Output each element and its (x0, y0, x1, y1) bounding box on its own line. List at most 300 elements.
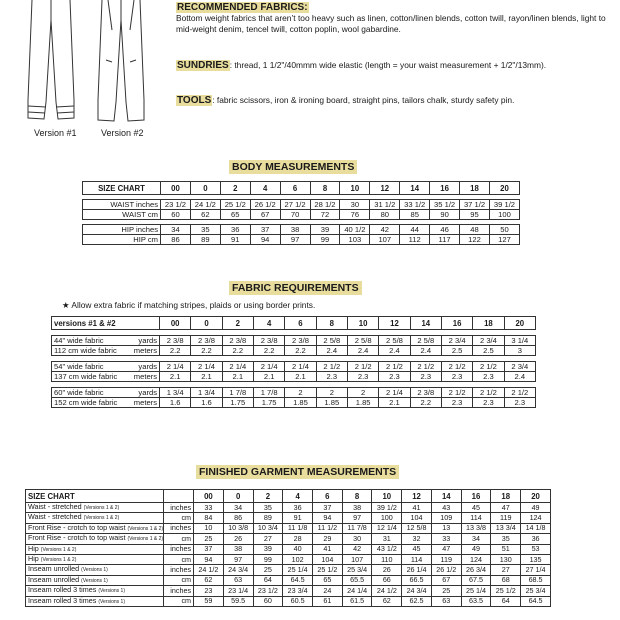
table-cell: 37 (194, 544, 224, 554)
table-cell: 2 1/2 (347, 362, 378, 372)
table-cell: 66 (372, 575, 402, 585)
table-cell: 62 (190, 210, 220, 220)
size-cell: 6 (312, 490, 342, 503)
table-cell: 33 1/2 (400, 200, 430, 210)
table-cell: 61 (312, 596, 342, 606)
row-label (26, 586, 164, 596)
table-cell: 36 (521, 534, 551, 544)
table-cell: 2.4 (316, 346, 347, 356)
table-cell: 2 1/4 (191, 362, 222, 372)
size-cell: 16 (461, 490, 491, 503)
table-cell: 119 (431, 555, 461, 565)
table-cell: 89 (190, 235, 220, 245)
table-cell: 42 (370, 225, 400, 235)
size-cell: 20 (489, 182, 519, 195)
size-cell: 18 (473, 317, 504, 330)
size-cell: 2 (220, 182, 250, 195)
table-cell: 1.75 (253, 398, 284, 408)
table-cell: 1.85 (347, 398, 378, 408)
table-cell: 2.1 (160, 372, 191, 382)
table-cell: 112 (400, 235, 430, 245)
size-cell: 18 (491, 490, 521, 503)
row-label-note: (Versions 1) (81, 577, 108, 584)
size-cell: 6 (285, 317, 316, 330)
star-icon: ★ (62, 300, 70, 310)
table-cell: 33 (431, 534, 461, 544)
table-cell: 94 (250, 235, 280, 245)
row-label-text: Inseam rolled 3 times (28, 585, 97, 595)
row-label-note: (Versions 1) (98, 588, 125, 595)
table-cell: 2 1/4 (160, 362, 191, 372)
table-cell: 49 (461, 544, 491, 554)
version-1-label: Version #1 (34, 128, 77, 138)
table-cell: 25 1/2 (220, 200, 250, 210)
row-label-text: Inseam unrolled (28, 574, 80, 584)
finished-group (26, 565, 551, 586)
table-cell: 29 (312, 534, 342, 544)
table-cell: 91 (283, 513, 313, 523)
table-cell: 84 (194, 513, 224, 523)
table-cell: 47 (431, 544, 461, 554)
table-cell: 13 3/8 (461, 523, 491, 533)
table-cell: 2 5/8 (347, 336, 378, 346)
table-cell: 53 (521, 544, 551, 554)
table-cell: 31 1/2 (370, 200, 400, 210)
table-cell: 2 5/8 (316, 336, 347, 346)
table-cell: 2 1/2 (441, 388, 472, 398)
table-cell: 2 1/2 (473, 388, 504, 398)
table-cell: 2.4 (347, 346, 378, 356)
row-unit: cm (164, 513, 194, 523)
table-cell: 97 (223, 555, 253, 565)
table-cell: 10 3/4 (253, 523, 283, 533)
row-label-text: 44" wide fabric (54, 336, 104, 345)
table-cell: 127 (489, 235, 519, 245)
size-cell: 0 (190, 182, 220, 195)
table-cell: 2 3/8 (285, 336, 316, 346)
table-cell: 39 1/2 (489, 200, 519, 210)
finished-measurements-table (25, 489, 551, 607)
table-row (26, 523, 551, 533)
table-cell: 2.5 (473, 346, 504, 356)
table-cell: 12 1/4 (372, 523, 402, 533)
size-cell: 00 (161, 182, 191, 195)
row-unit: cm (164, 596, 194, 606)
table-row (52, 398, 536, 408)
table-cell: 117 (430, 235, 460, 245)
table-cell: 25 1/2 (491, 586, 521, 596)
body-header-label: SIZE CHART (83, 182, 161, 195)
row-label: HIP inches (83, 225, 161, 235)
table-cell: 85 (400, 210, 430, 220)
table-cell: 47 (491, 503, 521, 513)
sundries-heading: SUNDRIES (177, 60, 229, 71)
size-cell: 10 (340, 182, 370, 195)
table-cell: 46 (430, 225, 460, 235)
row-unit: yards (138, 362, 157, 371)
table-cell: 30 (342, 534, 372, 544)
table-cell: 62 (194, 575, 224, 585)
table-cell: 2 3/8 (222, 336, 253, 346)
row-label-note: (Versions 1 & 2) (127, 525, 164, 532)
table-cell: 2 1/2 (379, 362, 410, 372)
table-cell: 27 1/4 (521, 565, 551, 575)
size-cell: 18 (460, 182, 490, 195)
table-cell: 1.85 (285, 398, 316, 408)
table-cell: 24 1/2 (372, 586, 402, 596)
table-cell: 2.1 (285, 372, 316, 382)
row-label (26, 513, 164, 523)
table-cell: 2 5/8 (410, 336, 441, 346)
table-cell: 3 1/4 (504, 336, 535, 346)
table-cell: 12 5/8 (402, 523, 432, 533)
table-cell: 135 (521, 555, 551, 565)
table-cell: 24 3/4 (402, 586, 432, 596)
table-cell: 64.5 (283, 575, 313, 585)
size-cell: 6 (280, 182, 310, 195)
table-cell: 2.2 (191, 346, 222, 356)
table-cell: 40 (283, 544, 313, 554)
table-cell: 97 (280, 235, 310, 245)
row-unit: cm (164, 534, 194, 544)
table-row (26, 534, 551, 544)
table-cell: 60 (253, 596, 283, 606)
row-label-text: Inseam unrolled (28, 564, 80, 574)
row-label (26, 555, 164, 565)
table-cell: 2 3/4 (504, 362, 535, 372)
table-cell: 2.1 (379, 398, 410, 408)
table-row (52, 362, 536, 372)
row-label (26, 523, 164, 533)
table-cell: 103 (340, 235, 370, 245)
size-cell: 16 (430, 182, 460, 195)
row-unit: inches (164, 544, 194, 554)
table-cell: 72 (310, 210, 340, 220)
table-cell: 2 3/8 (410, 388, 441, 398)
table-cell: 39 (310, 225, 340, 235)
table-cell: 25 3/4 (342, 565, 372, 575)
finished-header-row (26, 490, 551, 503)
table-cell: 2 (316, 388, 347, 398)
sundries-text: : thread, 1 1/2"/40mmm wide elastic (length = your waist measurement + 1/2"/13mm). (229, 60, 547, 70)
table-cell: 60 (161, 210, 191, 220)
table-cell: 43 1/2 (372, 544, 402, 554)
row-label (52, 346, 160, 356)
table-cell: 48 (460, 225, 490, 235)
table-cell: 11 7/8 (342, 523, 372, 533)
finished-header-label: SIZE CHART (26, 490, 164, 503)
row-label-note: (Versions 1 & 2) (127, 536, 164, 543)
table-cell: 100 (489, 210, 519, 220)
finished-group (26, 586, 551, 607)
table-cell: 66.5 (402, 575, 432, 585)
size-cell: 8 (342, 490, 372, 503)
table-cell: 49 (521, 503, 551, 513)
table-cell: 67.5 (461, 575, 491, 585)
table-cell: 80 (370, 210, 400, 220)
table-cell: 107 (342, 555, 372, 565)
table-cell: 65 (220, 210, 250, 220)
row-label-text: Waist - stretched (28, 512, 82, 522)
table-cell: 41 (312, 544, 342, 554)
table-cell: 65 (312, 575, 342, 585)
table-cell: 11 1/8 (283, 523, 313, 533)
table-row (83, 225, 520, 235)
fabric-requirements-table (51, 316, 536, 408)
table-cell: 2 1/2 (316, 362, 347, 372)
row-label (52, 336, 160, 346)
table-cell: 107 (370, 235, 400, 245)
row-label-text: Front Rise - crotch to top waist (28, 522, 126, 532)
table-cell: 34 (461, 534, 491, 544)
table-cell: 23 1/4 (223, 586, 253, 596)
row-label-text: Inseam rolled 3 times (28, 595, 97, 605)
finished-group (26, 503, 551, 524)
row-unit: meters (133, 372, 157, 381)
table-cell: 2.3 (441, 398, 472, 408)
row-label: WAIST cm (83, 210, 161, 220)
table-cell: 25 (194, 534, 224, 544)
table-cell: 24 1/4 (342, 586, 372, 596)
size-cell: 8 (310, 182, 340, 195)
table-cell: 2.4 (504, 372, 535, 382)
table-row (26, 575, 551, 585)
table-cell: 102 (283, 555, 313, 565)
table-cell: 2.4 (410, 346, 441, 356)
row-unit: inches (164, 586, 194, 596)
table-cell: 104 (402, 513, 432, 523)
table-cell: 76 (340, 210, 370, 220)
row-label-note: (Versions 1 & 2) (83, 505, 120, 511)
table-cell: 62.5 (402, 596, 432, 606)
table-cell: 42 (342, 544, 372, 554)
table-cell: 38 (280, 225, 310, 235)
table-cell: 2 1/4 (222, 362, 253, 372)
table-cell: 64 (491, 596, 521, 606)
row-label (52, 372, 160, 382)
table-cell: 1.75 (222, 398, 253, 408)
table-row (26, 586, 551, 596)
row-label (26, 565, 164, 575)
table-cell: 122 (460, 235, 490, 245)
table-cell: 62 (372, 596, 402, 606)
table-cell: 99 (310, 235, 340, 245)
size-cell: 0 (191, 317, 222, 330)
size-cell: 12 (402, 490, 432, 503)
table-cell: 13 (431, 523, 461, 533)
row-label-text: 137 cm wide fabric (54, 372, 118, 381)
table-cell: 35 (190, 225, 220, 235)
table-cell: 37 1/2 (460, 200, 490, 210)
pants-technical-sketch (18, 0, 158, 125)
size-cell: 2 (253, 490, 283, 503)
size-cell: 14 (410, 317, 441, 330)
body-measurements-title: BODY MEASUREMENTS (229, 160, 357, 174)
table-cell: 99 (253, 555, 283, 565)
table-cell: 38 (223, 544, 253, 554)
row-label: HIP cm (83, 235, 161, 245)
table-cell: 64.5 (521, 596, 551, 606)
size-cell: 00 (160, 317, 191, 330)
table-cell: 31 (372, 534, 402, 544)
table-cell: 2.3 (410, 372, 441, 382)
table-cell: 1.6 (191, 398, 222, 408)
table-cell: 2.3 (441, 372, 472, 382)
table-cell: 109 (431, 513, 461, 523)
table-cell: 1 3/4 (160, 388, 191, 398)
table-cell: 41 (402, 503, 432, 513)
table-cell: 24 1/2 (190, 200, 220, 210)
table-cell: 1 7/8 (253, 388, 284, 398)
size-cell: 20 (504, 317, 535, 330)
row-unit: yards (138, 388, 157, 397)
table-cell: 2.2 (253, 346, 284, 356)
table-cell: 70 (280, 210, 310, 220)
table-cell: 35 (491, 534, 521, 544)
table-cell: 119 (491, 513, 521, 523)
table-cell: 63.5 (461, 596, 491, 606)
row-label (26, 544, 164, 554)
table-row (52, 346, 536, 356)
table-cell: 44 (400, 225, 430, 235)
table-cell: 2 1/2 (473, 362, 504, 372)
table-row (26, 544, 551, 554)
version-2-label: Version #2 (101, 128, 144, 138)
size-cell: 4 (283, 490, 313, 503)
row-label-text: 152 cm wide fabric (54, 398, 118, 407)
table-cell: 28 1/2 (310, 200, 340, 210)
table-row (52, 372, 536, 382)
table-cell: 2.1 (191, 372, 222, 382)
table-cell: 2.3 (473, 398, 504, 408)
table-cell: 61.5 (342, 596, 372, 606)
table-cell: 100 (372, 513, 402, 523)
row-label (26, 534, 164, 544)
row-unit: cm (164, 555, 194, 565)
table-row (83, 200, 520, 210)
row-label-note: (Versions 1 & 2) (83, 515, 120, 522)
table-cell: 39 1/2 (372, 503, 402, 513)
size-cell: 4 (253, 317, 284, 330)
table-cell: 2.3 (379, 372, 410, 382)
table-cell: 1.6 (160, 398, 191, 408)
table-cell: 2.3 (504, 398, 535, 408)
finished-measurements-title: FINISHED GARMENT MEASUREMENTS (196, 465, 399, 479)
row-label-note: (Versions 1 & 2) (40, 557, 77, 564)
table-cell: 91 (220, 235, 250, 245)
row-unit: meters (133, 346, 157, 355)
row-label-text: Waist - stretched (28, 502, 82, 511)
table-cell: 40 1/2 (340, 225, 370, 235)
fabric-note-text: Allow extra fabric if matching stripes, plaids or using border prints. (71, 300, 316, 310)
table-cell: 23 1/2 (253, 586, 283, 596)
table-cell: 2 1/2 (504, 388, 535, 398)
table-cell: 2.3 (473, 372, 504, 382)
sundries-block (176, 60, 606, 71)
table-cell: 94 (312, 513, 342, 523)
table-cell: 1 3/4 (191, 388, 222, 398)
row-label: WAIST inches (83, 200, 161, 210)
table-cell: 39 (253, 544, 283, 554)
table-cell: 94 (194, 555, 224, 565)
size-cell: 8 (316, 317, 347, 330)
table-cell: 2 3/8 (191, 336, 222, 346)
row-unit: inches (164, 565, 194, 575)
table-cell: 95 (460, 210, 490, 220)
table-cell: 36 (283, 503, 313, 513)
table-cell: 2.1 (253, 372, 284, 382)
row-unit: yards (138, 336, 157, 345)
row-label (52, 398, 160, 408)
table-cell: 35 1/2 (430, 200, 460, 210)
table-cell: 34 (223, 503, 253, 513)
row-label-text: Hip (28, 543, 39, 553)
table-cell: 11 1/2 (312, 523, 342, 533)
table-cell: 26 (223, 534, 253, 544)
table-cell: 35 (253, 503, 283, 513)
table-cell: 63 (223, 575, 253, 585)
table-cell: 2.2 (160, 346, 191, 356)
body-header-row (83, 182, 520, 195)
table-row (26, 555, 551, 565)
fabric-group (52, 356, 536, 382)
table-cell: 2 1/2 (441, 362, 472, 372)
table-cell: 104 (312, 555, 342, 565)
table-cell: 124 (521, 513, 551, 523)
table-cell: 32 (402, 534, 432, 544)
row-unit: cm (164, 575, 194, 585)
table-cell: 2 3/8 (160, 336, 191, 346)
table-cell: 2 (347, 388, 378, 398)
table-cell: 2 1/2 (410, 362, 441, 372)
size-cell: 00 (194, 490, 224, 503)
table-cell: 65.5 (342, 575, 372, 585)
table-cell: 25 3/4 (521, 586, 551, 596)
row-label-text: 60" wide fabric (54, 388, 104, 397)
row-label-note: (Versions 1) (98, 598, 125, 605)
table-cell: 2 3/8 (253, 336, 284, 346)
table-cell: 34 (161, 225, 191, 235)
size-cell: 20 (521, 490, 551, 503)
table-cell: 59.5 (223, 596, 253, 606)
table-cell: 26 3/4 (461, 565, 491, 575)
table-row (26, 565, 551, 575)
table-cell: 26 1/4 (402, 565, 432, 575)
table-cell: 24 1/2 (194, 565, 224, 575)
row-label-text: Front Rise - crotch to top waist (28, 533, 126, 543)
size-cell: 4 (250, 182, 280, 195)
tools-block (176, 95, 606, 106)
size-cell: 16 (441, 317, 472, 330)
row-unit: meters (133, 398, 157, 407)
table-cell: 27 (491, 565, 521, 575)
table-cell: 2 1/4 (253, 362, 284, 372)
table-cell: 2 3/4 (473, 336, 504, 346)
recommended-fabrics-block (176, 2, 606, 35)
table-cell: 25 1/4 (461, 586, 491, 596)
table-cell: 2.5 (441, 346, 472, 356)
table-cell: 28 (283, 534, 313, 544)
size-cell: 12 (370, 182, 400, 195)
table-cell: 2.3 (316, 372, 347, 382)
row-label-text: Hip (28, 554, 39, 564)
table-cell: 10 (194, 523, 224, 533)
table-cell: 2 3/4 (441, 336, 472, 346)
finished-group (26, 544, 551, 565)
table-cell: 50 (489, 225, 519, 235)
table-cell: 36 (220, 225, 250, 235)
table-cell: 89 (253, 513, 283, 523)
